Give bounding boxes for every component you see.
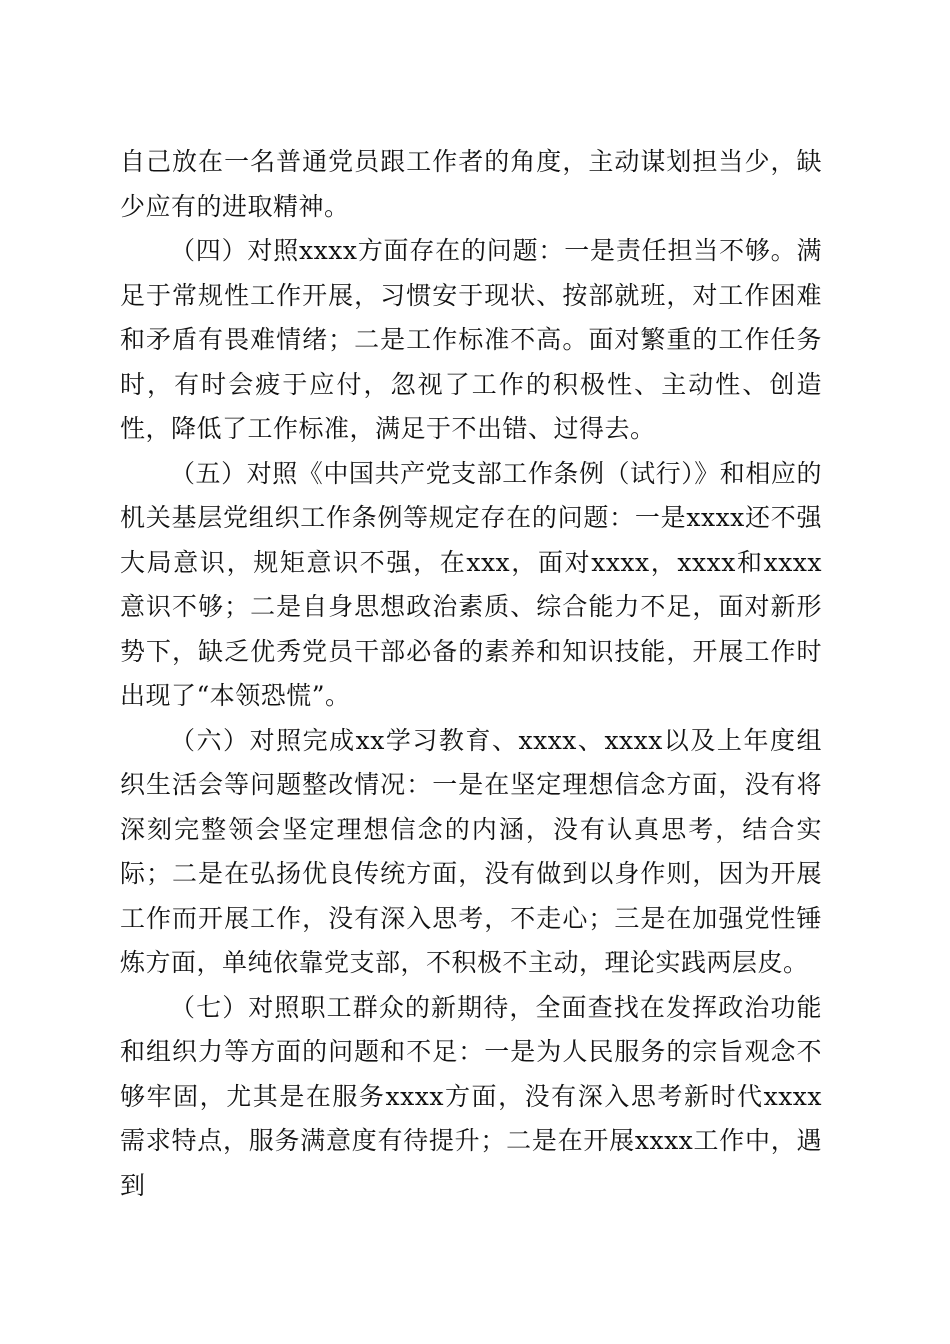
paragraph-section-5: （五）对照《中国共产党支部工作条例（试行）》和相应的机关基层党组织工作条例等规定存在的问题：一是xxxx还不强大局意识，规矩意识不强，在xxx，面对xxxx，xxxx和xxxx意识不够；二是自身思想政治素质、综合能力不足，面对新形势下，缺乏优秀党员干部必备的素养和知识技能，开展工作时出现了“本领恐慌”。: [120, 458, 822, 710]
paragraph-section-6: （六）对照完成xx学习教育、xxxx、xxxx以及上年度组织生活会等问题整改情况：一是在坚定理想信念方面，没有将深刻完整领会坚定理想信念的内涵，没有认真思考，结合实际；二是在弘扬优良传统方面，没有做到以身作则，因为开展工作而开展工作，没有深入思考，不走心；三是在加强党性锤炼方面，单纯依靠党支部，不积极不主动，理论实践两层皮。: [120, 725, 822, 977]
paragraph-continuation: 自己放在一名普通党员跟工作者的角度，主动谋划担当少，缺少应有的进取精神。: [120, 147, 822, 221]
paragraph-section-7: （七）对照职工群众的新期待，全面查找在发挥政治功能和组织力等方面的问题和不足：一是为人民服务的宗旨观念不够牢固，尤其是在服务xxxx方面，没有深入思考新时代xxxx需求特点，服务满意度有待提升；二是在开展xxxx工作中，遇到: [120, 992, 822, 1200]
paragraph-section-4: （四）对照xxxx方面存在的问题：一是责任担当不够。满足于常规性工作开展，习惯安于现状、按部就班，对工作困难和矛盾有畏难情绪；二是工作标准不高。面对繁重的工作任务时，有时会疲于应付，忽视了工作的积极性、主动性、创造性，降低了工作标准，满足于不出错、过得去。: [120, 236, 822, 443]
document-body: [120, 140, 822, 1208]
